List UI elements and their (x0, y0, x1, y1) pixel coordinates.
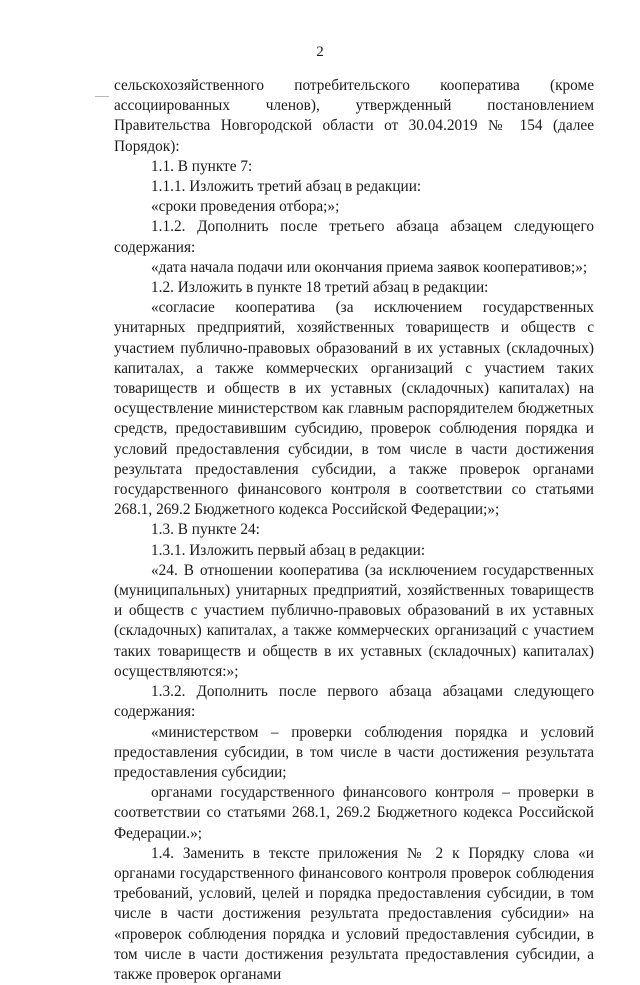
paragraph: органами государственного финансового контроля – проверки в соответствии со статьями 268.1, 269.2 Бюджетного кодекса Российской Федерации.»; (114, 784, 594, 842)
paragraph: «министерством – проверки соблюдения порядка и условий предоставления субсидии, в том числе в части достижения результата предоставления субсидии; (114, 723, 594, 781)
paragraph: 1.3. В пункте 24: (151, 521, 260, 539)
paragraph: 1.2. Изложить в пункте 18 третий абзац в редакции: (151, 279, 489, 297)
paragraph: «согласие кооператива (за исключением государственных унитарных предприятий, хозяйственных товариществ и обществ с участием публично-правовых образований в их уставных (складочных) капиталах, а также коммерческих организаций с участием таких товариществ и обществ в их уставных (складочных) капиталах) на осуществление министерством как главным распорядителем бюджетных средств, предоставившим субсидию, проверок соблюдения порядка и условий предоставления субсидии, в том числе в части достижения результата предоставления субсидии, а также проверок органами государственного финансового контроля в соответствии со статьями 268.1, 269.2 Бюджетного кодекса Российской Федерации;»; (114, 299, 594, 519)
page-number: 2 (316, 44, 324, 60)
paragraph: 1.1.2. Дополнить после третьего абзаца абзацем следующего содержания: (114, 218, 594, 256)
paragraph: 1.1. В пункте 7: (151, 157, 253, 175)
paragraph: 1.4. Заменить в тексте приложения № 2 к Порядку слова «и органами государственного финансового контроля проверок соблюдения требований, условий, целей и порядка предоставления субсидии, в том числе в части достижения результата предоставления субсидии» на «проверок соблюдения порядка и условий предоставления субсидии, в том числе в части достижения результата предоставления субсидии, а также проверок органами (114, 844, 594, 983)
margin-mark (95, 96, 109, 97)
paragraph: 1.3.1. Изложить первый абзац в редакции: (151, 541, 426, 559)
paragraph: сельскохозяйственного потребительского кооператива (кроме ассоциированных членов), утвержденный постановлением Правительства Новгородской области от 30.04.2019 № 154 (далее Порядок): (114, 77, 594, 155)
document-body (114, 76, 594, 985)
paragraph: 1.3.2. Дополнить после первого абзаца абзацами следующего содержания: (114, 683, 594, 721)
paragraph: 1.1.1. Изложить третий абзац в редакции: (151, 178, 422, 196)
paragraph: «24. В отношении кооператива (за исключением государственных (муниципальных) унитарных предприятий, хозяйственных товариществ и обществ с участием публично-правовых образований в их уставных (складочных) капиталах, а также коммерческих организаций с участием таких товариществ и обществ в их уставных (складочных) капиталах) осуществляются:»; (114, 561, 594, 680)
paragraph: «дата начала подачи или окончания приема заявок кооперативов;»; (151, 258, 588, 276)
paragraph: «сроки проведения отбора;»; (151, 198, 340, 216)
